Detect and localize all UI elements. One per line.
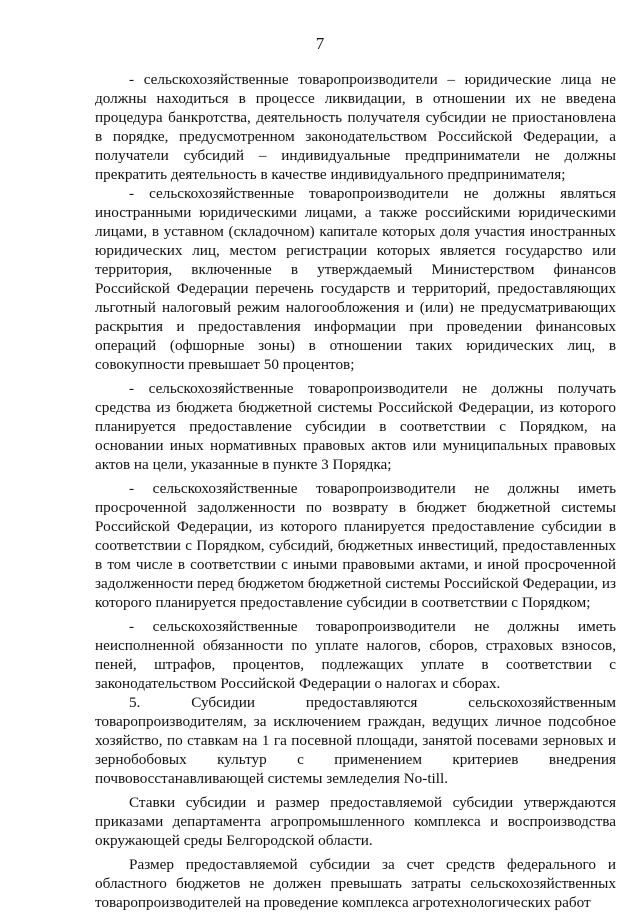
paragraph-overdue-debt: - сельскохозяйственные товаропроизводители не должны иметь просроченной задолженности по возврату в бюджет бюджетной системы Российской Федерации, из которого планируется предоставление субсидии в соответствии с Порядком, субсидий, бюджетных инвестиций, предоставленных в том числе в соответствии с иными правовыми актами, и иной просроченной задолженности перед бюджетом бюджетной системы Российской Федерации, из которого планируется предоставление субсидии в соответствии с Порядком; xyxy=(95,480,616,611)
paragraph-foreign-entities: - сельскохозяйственные товаропроизводители не должны являться иностранными юридическими лицами, а также российскими юридическими лицами, в уставном (складочном) капитале которых доля участия иностранных юридических лиц, местом регистрации которых является государство или территория, включенные в утверждаемый Министерством финансов Российской Федерации перечень государств и территорий, предоставляющих льготный налоговый режим налогообложения и (или) не предусматривающих раскрытия и предоставления информации при проведении финансовых операций (офшорные зоны) в отношении таких юридических лиц, в совокупности превышает 50 процентов; xyxy=(95,185,616,373)
paragraph-rate-approval: Ставки субсидии и размер предоставляемой субсидии утверждаются приказами департамента агропромышленного комплекса и воспроизводства окружающей среды Белгородской области. xyxy=(95,794,616,849)
paragraph-subsidy-limit: Размер предоставляемой субсидии за счет средств федерального и областного бюджетов не должен превышать затраты сельскохозяйственных товаропроизводителей на проведение комплекса агротехнологических работ xyxy=(95,856,616,911)
page-number: 7 xyxy=(315,34,325,53)
paragraph-tax-obligations: - сельскохозяйственные товаропроизводители не должны иметь неисполненной обязанности по уплате налогов, сборов, страховых взносов, пеней, штрафов, процентов, подлежащих уплате в соответствии с законодательством Российской Федерации о налогах и сборах. xyxy=(95,618,616,692)
document-body xyxy=(95,70,616,912)
paragraph-liquidation: - сельскохозяйственные товаропроизводители – юридические лица не должны находиться в процессе ликвидации, в отношении их не введена процедура банкротства, деятельность получателя субсидии не приостановлена в порядке, предусмотренном законодательством Российской Федерации, а получатели субсидий – индивидуальные предприниматели не должны прекратить деятельность в качестве индивидуального предпринимателя; xyxy=(95,71,616,183)
paragraph-subsidy-rates: 5. Субсидии предоставляются сельскохозяйственным товаропроизводителям, за исключением граждан, ведущих личное подсобное хозяйство, по ставкам на 1 га посевной площади, занятой посевами зерновых и зернобобовых культур с применением критериев внедрения почвовосстанавливающей системы земледелия No-till. xyxy=(95,694,616,787)
paragraph-other-budget-funds: - сельскохозяйственные товаропроизводители не должны получать средства из бюджета бюджетной системы Российской Федерации, из которого планируется предоставление субсидии в соответствии с Порядком, на основании иных нормативных правовых актов или муниципальных правовых актов на цели, указанные в пункте 3 Порядка; xyxy=(95,380,616,473)
